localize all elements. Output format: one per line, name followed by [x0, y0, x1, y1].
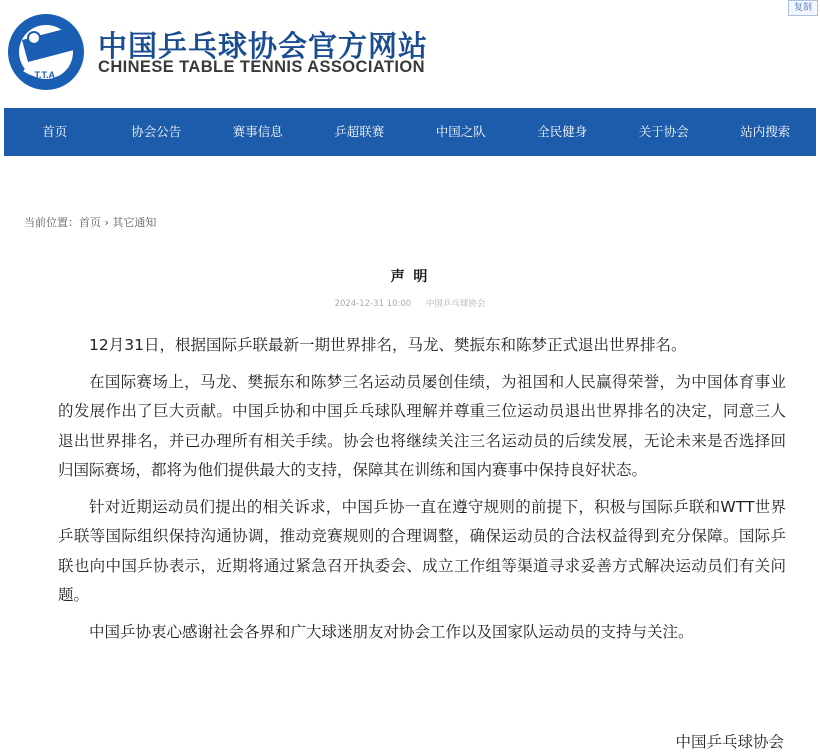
article-signature: 中国乒乓球协会: [675, 733, 784, 751]
article-source: 中国乒乓球协会: [425, 299, 486, 309]
article-paragraph: 12月31日，根据国际乒联最新一期世界排名，马龙、樊振东和陈梦正式退出世界排名。: [89, 336, 687, 354]
article-paragraph: 在国际赛场上，马龙、樊振东和陈梦三名运动员屡创佳绩，为祖国和人民赢得荣誉，为中国体育事业的发展作出了巨大贡献。中国乒协和中国乒乓球队理解并尊重三位运动员退出世界排名的决定，同意三人退出世界排名，并已办理所有相关手续。协会也将继续关注三名运动员的后续发展，无论未来是否选择回归国际赛场，都将为他们提供最大的支持，保障其在训练和国内赛事中保持良好状态。: [58, 372, 786, 480]
nav-item-fitness[interactable]: 全民健身: [537, 124, 588, 139]
nav-item-events[interactable]: 赛事信息: [232, 124, 283, 139]
logo-text: T.T.A.: [34, 70, 58, 80]
copy-badge[interactable]: 复制: [788, 0, 818, 16]
article-paragraph: 针对近期运动员们提出的相关诉求，中国乒协一直在遵守规则的前提下，积极与国际乒联和WTT世界乒联等国际组织保持沟通协调，推动竞赛规则的合理调整，确保运动员的合法权益得到充分保障。国际乒联也向中国乒协表示，近期将通过紧急召开执委会、成立工作组等渠道寻求妥善方式解决运动员们有关问题。: [58, 498, 786, 605]
nav-item-about[interactable]: 关于协会: [638, 124, 689, 139]
article-meta: [0, 297, 820, 309]
article-body: [58, 331, 786, 655]
article-title: 声 明: [390, 269, 430, 285]
article-paragraph: 中国乒协衷心感谢社会各界和广大球迷朋友对协会工作以及国家队运动员的支持与关注。: [89, 623, 694, 642]
nav-item-national-team[interactable]: 中国之队: [435, 124, 486, 139]
breadcrumb[interactable]: 当前位置：首页 › 其它通知: [24, 216, 157, 229]
nav-item-super-league[interactable]: 乒超联赛: [334, 124, 385, 139]
site-title-en: CHINESE TABLE TENNIS ASSOCIATION: [98, 58, 425, 76]
nav-item-home[interactable]: 首页: [42, 124, 68, 139]
main-nav: [4, 108, 816, 156]
association-logo[interactable]: [4, 10, 88, 94]
site-header: [0, 0, 820, 108]
nav-item-announcements[interactable]: 协会公告: [131, 124, 182, 139]
nav-item-site-search[interactable]: 站内搜索: [740, 124, 791, 139]
site-title-cn[interactable]: 中国乒乓球协会官方网站: [98, 29, 429, 63]
article-date: 2024-12-31 10:00: [334, 299, 412, 309]
